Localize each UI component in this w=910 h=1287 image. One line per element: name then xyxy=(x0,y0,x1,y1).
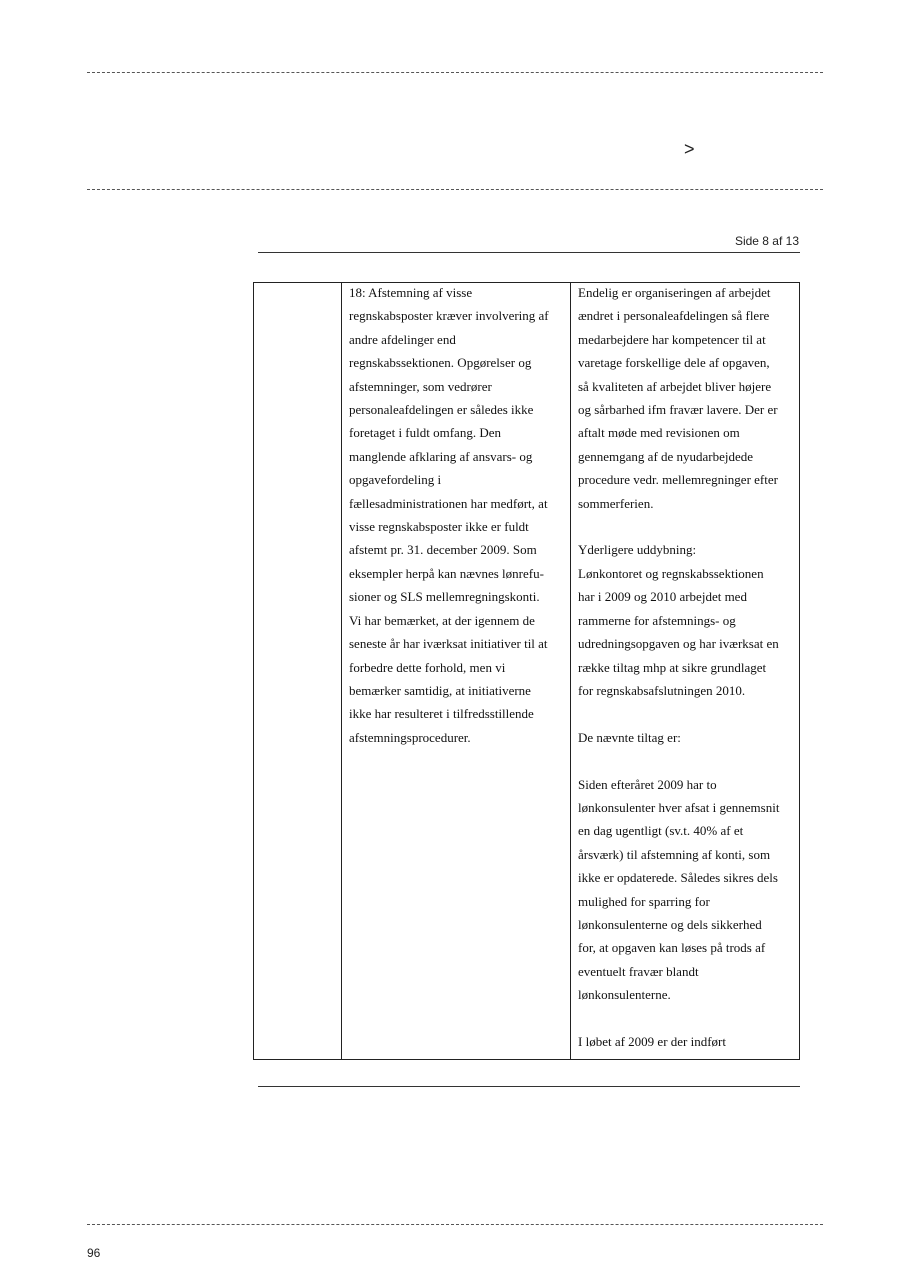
table-column-response xyxy=(571,283,799,1059)
table-column-finding xyxy=(342,283,571,1059)
text-line: regnskabssektionen. Opgørelser og xyxy=(349,355,532,371)
top-dashed-separator xyxy=(87,72,823,73)
response-text xyxy=(578,281,793,1053)
text-line: personaleafdelingen er således ikke xyxy=(349,402,534,418)
text-line: afstemt pr. 31. december 2009. Som xyxy=(349,542,537,558)
text-line: lønkonsulenterne. xyxy=(578,987,671,1003)
finding-text xyxy=(349,281,564,749)
header-dashed-separator xyxy=(87,189,823,190)
text-line: seneste år har iværksat initiativer til at xyxy=(349,636,548,652)
text-line: rammerne for afstemnings- og xyxy=(578,612,736,628)
text-line xyxy=(578,1007,793,1030)
text-line: en dag ugentligt (sv.t. 40% af et xyxy=(578,823,744,839)
text-line: afstemninger, som vedrører xyxy=(349,378,492,394)
text-line: afstemningsprocedurer. xyxy=(349,729,471,745)
footer-rule xyxy=(258,1086,800,1087)
text-line: har i 2009 og 2010 arbejdet med xyxy=(578,589,747,605)
text-line: lønkonsulenterne og dels sikkerhed xyxy=(578,916,762,932)
text-line: sioner og SLS mellemregningskonti. xyxy=(349,589,540,605)
text-line: og sårbarhed ifm fravær lavere. Der er xyxy=(578,402,778,418)
text-line: ændret i personaleafdelingen så flere xyxy=(578,308,770,324)
text-line: eksempler herpå kan nævnes lønrefu- xyxy=(349,565,544,581)
text-line: andre afdelinger end xyxy=(349,331,456,347)
text-line: medarbejdere har kompetencer til at xyxy=(578,331,766,347)
table-column-reference xyxy=(254,283,342,1059)
text-line: I løbet af 2009 er der indført xyxy=(578,1034,727,1049)
text-line: mulighed for sparring for xyxy=(578,893,710,909)
text-line: udredningsopgaven og har iværksat en xyxy=(578,636,779,652)
text-line xyxy=(578,749,793,772)
text-line: De nævnte tiltag er: xyxy=(578,729,681,745)
text-line xyxy=(578,702,793,725)
text-line: ikke er opdaterede. Således sikres dels xyxy=(578,870,778,886)
text-line xyxy=(578,515,793,538)
text-line: gennemgang af de nyudarbejdede xyxy=(578,448,754,464)
page-label: Side 8 af 13 xyxy=(734,234,799,248)
text-line: for regnskabsafslutningen 2010. xyxy=(578,682,746,698)
text-line: række tiltag mhp at sikre grundlaget xyxy=(578,659,767,675)
text-line: Yderligere uddybning: xyxy=(578,542,697,558)
text-line: aftalt møde med revisionen om xyxy=(578,425,740,441)
text-line: eventuelt fravær blandt xyxy=(578,963,699,979)
page-number: 96 xyxy=(87,1246,101,1260)
bottom-dashed-separator xyxy=(87,1224,823,1225)
text-line: 18: Afstemning af visse xyxy=(349,285,473,300)
text-line: lønkonsulenter hver afsat i gennemsnit xyxy=(578,799,780,815)
text-line: manglende afklaring af ansvars- og xyxy=(349,448,533,464)
text-line: bemærker samtidig, at initiativerne xyxy=(349,682,531,698)
text-line: visse regnskabsposter ikke er fuldt xyxy=(349,519,529,535)
header-rule xyxy=(258,252,800,253)
text-line: Siden efteråret 2009 har to xyxy=(578,776,717,792)
text-line: foretaget i fuldt omfang. Den xyxy=(349,425,501,441)
text-line: så kvaliteten af arbejdet bliver højere xyxy=(578,378,772,394)
text-line: regnskabsposter kræver involvering af xyxy=(349,308,549,324)
text-line: forbedre dette forhold, men vi xyxy=(349,659,506,675)
arrow-mark: > xyxy=(684,139,695,159)
findings-table xyxy=(253,282,800,1060)
text-line: fællesadministrationen har medført, at xyxy=(349,495,548,511)
text-line: Lønkontoret og regnskabssektionen xyxy=(578,565,764,581)
text-line: for, at opgaven kan løses på trods af xyxy=(578,940,766,956)
text-line: Vi har bemærket, at der igennem de xyxy=(349,612,535,628)
text-line: procedure vedr. mellemregninger efter xyxy=(578,472,778,488)
text-line: sommerferien. xyxy=(578,495,654,511)
text-line: ikke har resulteret i tilfredsstillende xyxy=(349,706,534,722)
text-line: Endelig er organiseringen af arbejdet xyxy=(578,285,771,300)
text-line: varetage forskellige dele af opgaven, xyxy=(578,355,770,371)
text-line: årsværk) til afstemning af konti, som xyxy=(578,846,771,862)
text-line: opgavefordeling i xyxy=(349,472,442,488)
